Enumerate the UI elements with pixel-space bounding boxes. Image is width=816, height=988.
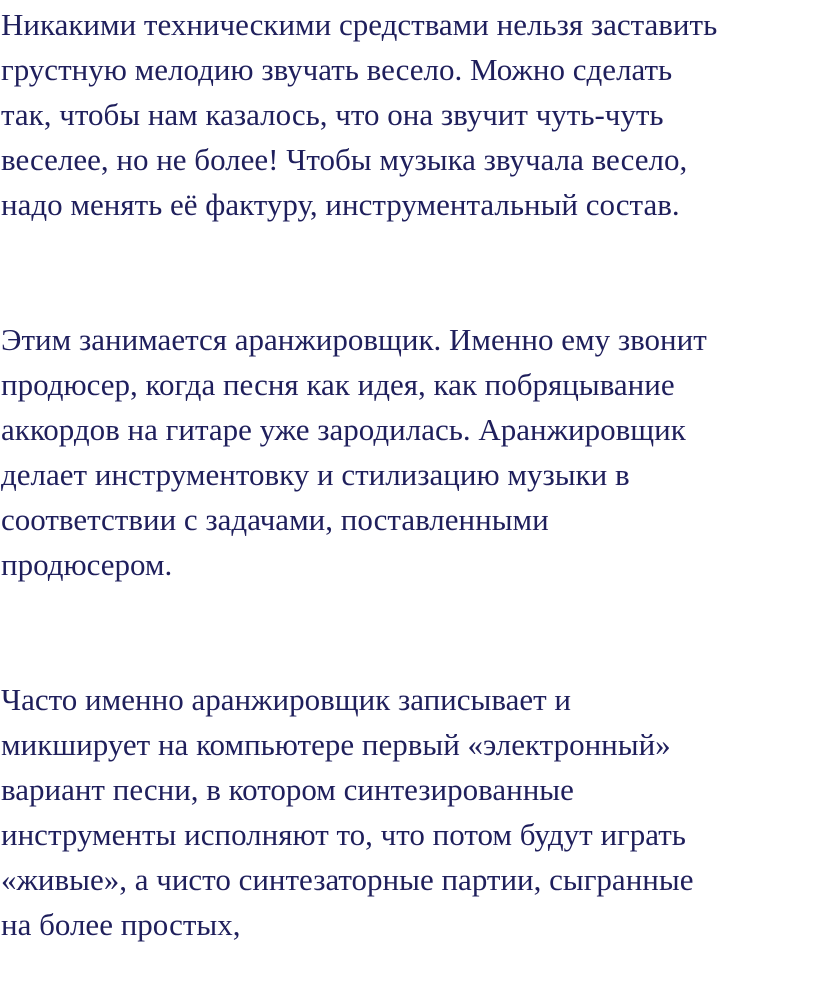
paragraph-3: Часто именно аранжировщик записывает и микширует на компьютере первый «электронный» вариант песни, в котором синтезированные инструменты исполняют то, что потом будут играть «живые», а чисто синтезаторные партии, сыгранные на более простых, (1, 682, 694, 942)
paragraph-1: Никакими техническими средствами нельзя заставить грустную мелодию звучать весело. Можно сделать так, чтобы нам казалось, что она звучит чуть-чуть веселее, но не более! Чтобы музыка звучала весело, надо менять её фактуру, инструментальный состав. (1, 7, 718, 222)
paragraph-2: Этим занимается аранжировщик. Именно ему звонит продюсер, когда песня как идея, как побряцывание аккордов на гитаре уже зародилась. Аранжировщик делает инструментовку и стилизацию музыки в соответствии с задачами, поставленными продюсером. (1, 322, 707, 582)
